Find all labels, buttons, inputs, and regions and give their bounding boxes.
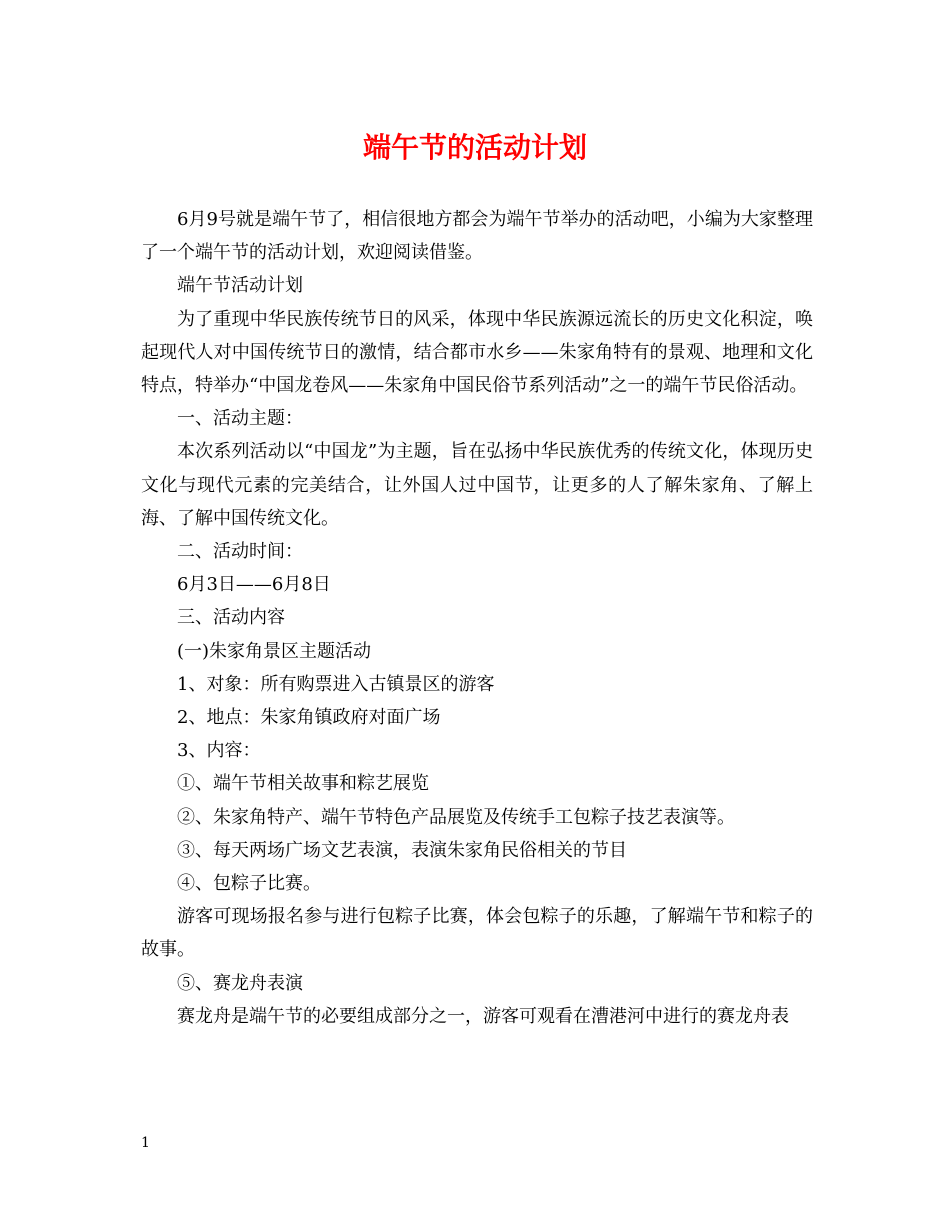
paragraph-plan-heading: 端午节活动计划 [177,275,303,297]
list-item-5: ⑤、赛龙舟表演 [177,972,303,994]
document-title: 端午节的活动计划 [362,131,587,164]
paragraph-zongzi: 游客可现场报名参与进行包粽子比赛，体会包粽子的乐趣，了解端午节和粽子的故事。 [141,906,813,961]
list-item-1: ①、端午节相关故事和粽艺展览 [177,773,429,795]
list-item-2: ②、朱家角特产、端午节特色产品展览及传统手工包粽子技艺表演等。 [177,806,735,828]
document-body [141,203,813,1033]
list-item-content: 3、内容： [177,740,261,762]
list-item-3: ③、每天两场广场文艺表演，表演朱家角民俗相关的节目 [177,839,627,861]
paragraph-dragon-boat: 赛龙舟是端午节的必要组成部分之一，游客可观看在漕港河中进行的赛龙舟表 [177,1005,789,1027]
section-heading-time: 二、活动时间： [177,541,303,563]
section-heading-theme: 一、活动主题： [177,408,303,430]
section-heading-content: 三、活动内容 [177,607,285,629]
subsection-heading: (一)朱家角景区主题活动 [177,640,372,662]
list-item-target: 1、对象：所有购票进入古镇景区的游客 [177,673,495,695]
page-number: 1 [141,1135,150,1151]
paragraph-purpose: 为了重现中华民族传统节日的风采，体现中华民族源远流长的历史文化积淀，唤起现代人对中国传统节日的激情，结合都市水乡——朱家角特有的景观、地理和文化特点，特举办“中国龙卷风——朱家角中国民俗节系列活动”之一的端午节民俗活动。 [141,308,813,397]
paragraph-theme: 本次系列活动以“中国龙”为主题，旨在弘扬中华民族优秀的传统文化，体现历史文化与现代元素的完美结合，让外国人过中国节，让更多的人了解朱家角、了解上海、了解中国传统文化。 [141,441,813,529]
list-item-location: 2、地点：朱家角镇政府对面广场 [177,707,441,729]
paragraph-intro: 6月9号就是端午节了，相信很地方都会为端午节举办的活动吧，小编为大家整理了一个端午节的活动计划，欢迎阅读借鉴。 [141,209,813,264]
list-item-4: ④、包粽子比赛。 [177,873,321,895]
paragraph-time: 6月3日——6月8日 [177,574,331,596]
